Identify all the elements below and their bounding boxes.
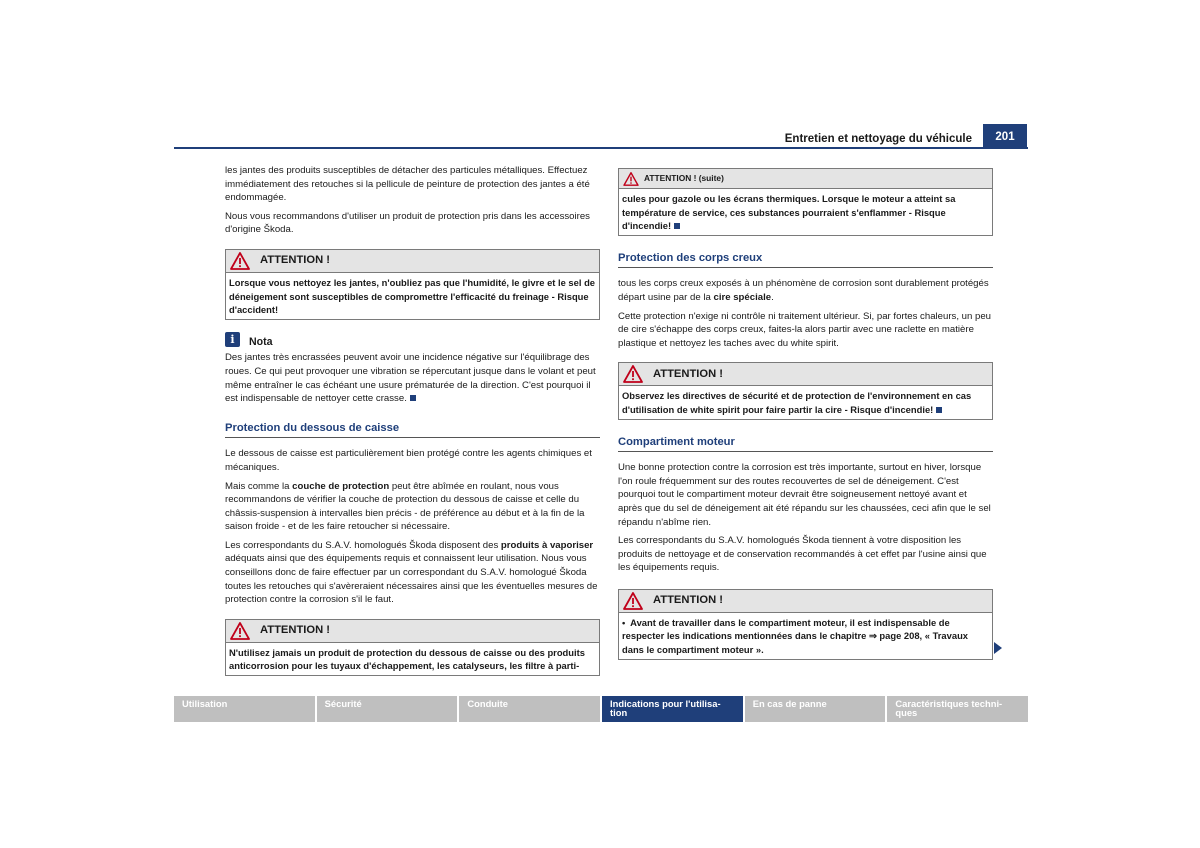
section-title: Compartiment moteur — [618, 436, 993, 453]
end-square-icon — [936, 407, 942, 413]
warning-triangle-icon — [623, 592, 643, 610]
paragraph: Cette protection n'exige ni contrôle ni traitement ultérieur. Si, par fortes chaleurs, un peu de cire s'échappe des corps creux, faites-la alors partir avec une raclette en matière plastique et nettoyez les taches avec du white spirit. — [618, 310, 991, 349]
next-page-arrow-icon[interactable] — [994, 642, 1002, 654]
info-icon: i — [225, 332, 240, 347]
warning-box — [225, 249, 600, 320]
text-run: tous les corps creux exposés à un phénomène de corrosion sont durablement protégés départ usine par de la — [618, 278, 989, 303]
warning-text — [619, 386, 992, 418]
right-column — [618, 168, 993, 668]
left-column — [225, 164, 600, 684]
page-header-title: Entretien et nettoyage du véhicule — [784, 133, 972, 145]
warning-title: ATTENTION ! — [653, 594, 724, 607]
warning-title: ATTENTION ! (suite) — [644, 172, 724, 183]
section-title: Protection des corps creux — [618, 252, 993, 269]
paragraph — [225, 480, 600, 534]
warning-box — [225, 619, 600, 676]
warning-header — [226, 250, 599, 273]
paragraph — [225, 539, 600, 607]
note-text — [225, 351, 600, 405]
warning-body: Observez les directives de sécurité et de protection de l'environnement en cas d'utilisation de white spirit pour faire partir la cire - Risque d'incendie! — [622, 390, 972, 415]
warning-text — [619, 189, 992, 235]
tab-caracteristiques[interactable]: Caractéristiques techni- ques — [887, 696, 1028, 722]
tab-utilisation[interactable]: Utilisation — [174, 696, 317, 722]
tab-indications[interactable]: Indications pour l'utilisa- tion — [602, 696, 745, 722]
text-run: adéquats ainsi que des équipements requis et connaissent leur utilisation. Nous vous conseillons donc de faire effectuer par un correspondant du S.A.V. homologué Škoda toutes les retouches qui s'avèreraient nécessaires ainsi que les éventuelles mesures de protection contre la corrosion s'il le faut. — [225, 553, 598, 606]
paragraph: Une bonne protection contre la corrosion est très importante, surtout en hiver, lorsque l'on roule fréquemment sur des routes recouvertes de sel de déneigement. C'est pourquoi tout le compartiment moteur devrait être soigneusement nettoyé avant et après que du sel de déneigement ait été répandu sur les chaussées, ceci afin que le sel répandu n'abîme rien. — [618, 462, 991, 528]
bold-text: cire spéciale — [713, 291, 772, 303]
note-header — [225, 330, 600, 350]
tab-en-cas-de-panne[interactable]: En cas de panne — [745, 696, 888, 722]
paragraph: Le dessous de caisse est particulièrement bien protégé contre les agents chimiques et mécaniques. — [225, 448, 592, 473]
text-run: . — [771, 291, 774, 303]
warning-header — [226, 620, 599, 643]
warning-text — [619, 613, 992, 659]
warning-triangle-icon — [623, 365, 643, 383]
section-title: Protection du dessous de caisse — [225, 422, 600, 439]
bullet: • — [622, 616, 626, 628]
text-run: Les correspondants du S.A.V. homologués Škoda disposent des — [225, 539, 501, 551]
warning-title: ATTENTION ! — [260, 254, 331, 267]
warning-body: Avant de travailler dans le compartiment moteur, il est indispensable de respecter les indications mentionnées dans le chapitre ⇒ page 208, « Travaux dans le compartiment moteur ». — [622, 616, 969, 656]
text-run: Mais comme la — [225, 480, 293, 492]
paragraph: Nous vous recommandons d'utiliser un produit de protection pris dans les accessoires d'origine Škoda. — [225, 210, 590, 236]
warning-triangle-icon — [230, 252, 250, 270]
warning-triangle-icon — [623, 172, 639, 186]
warning-box — [618, 362, 993, 419]
warning-header — [619, 590, 992, 613]
warning-header — [619, 169, 992, 189]
tab-securite[interactable]: Sécurité — [317, 696, 460, 722]
warning-title: ATTENTION ! — [260, 624, 331, 637]
tab-conduite[interactable]: Conduite — [459, 696, 602, 722]
warning-triangle-icon — [230, 622, 250, 640]
header-rule — [174, 147, 1028, 149]
warning-title: ATTENTION ! — [653, 367, 724, 380]
end-square-icon — [410, 395, 416, 401]
note-title: Nota — [249, 335, 273, 348]
bold-text: couche de protection — [292, 480, 390, 492]
page-number: 201 — [983, 124, 1027, 149]
warning-text: N'utilisez jamais un produit de protection du dessous de caisse ou des produits anticorrosion pour les tuyaux d'échappement, les catalyseurs, les filtre à parti- — [229, 646, 585, 672]
warning-box-continued — [618, 168, 993, 236]
bold-text: produits à vaporiser — [500, 539, 594, 551]
warning-text: Lorsque vous nettoyez les jantes, n'oubliez pas que l'humidité, le givre et le sel de déneigement sont susceptibles de compromettre l'efficacité du freinage - Risque d'accident! — [229, 276, 596, 316]
end-square-icon — [674, 223, 680, 229]
paragraph: les jantes des produits susceptibles de détacher des particules métalliques. Effectuez immédiatement des retouches si la pellicule de peinture de protection des jantes a été endommagée. — [225, 165, 590, 204]
paragraph: Les correspondants du S.A.V. homologués Škoda tiennent à votre disposition les produits de nettoyage et de conservation recommandés à cet effet par l'usine ainsi que les équipements requis. — [618, 535, 987, 574]
warning-body: cules pour gazole ou les écrans thermiques. Lorsque le moteur a atteint sa température de service, ces substances pourraient s'enflammer - Risque d'incendie! — [622, 193, 956, 232]
footer-nav — [174, 696, 1028, 722]
warning-header — [619, 363, 992, 386]
note-body: Des jantes très encrassées peuvent avoir une incidence négative sur l'équilibrage des roues. Ce qui peut provoquer une vibration se répercutant jusque dans le volant et peut même entraîner le cas échéant une usure prématurée de la direction. C'est pourquoi il est indispensable de nettoyer cette crasse. — [225, 352, 596, 405]
text-run: peut être abîmée en roulant, nous vous recommandons de vérifier la couche de protection du dessous de caisse et celle du châssis-suspension à intervalles bien précis - de préférence au début et à la fin de la saison froide - et de les faire retoucher si nécessaire. — [225, 480, 585, 533]
paragraph — [618, 277, 993, 304]
warning-box — [618, 589, 993, 660]
